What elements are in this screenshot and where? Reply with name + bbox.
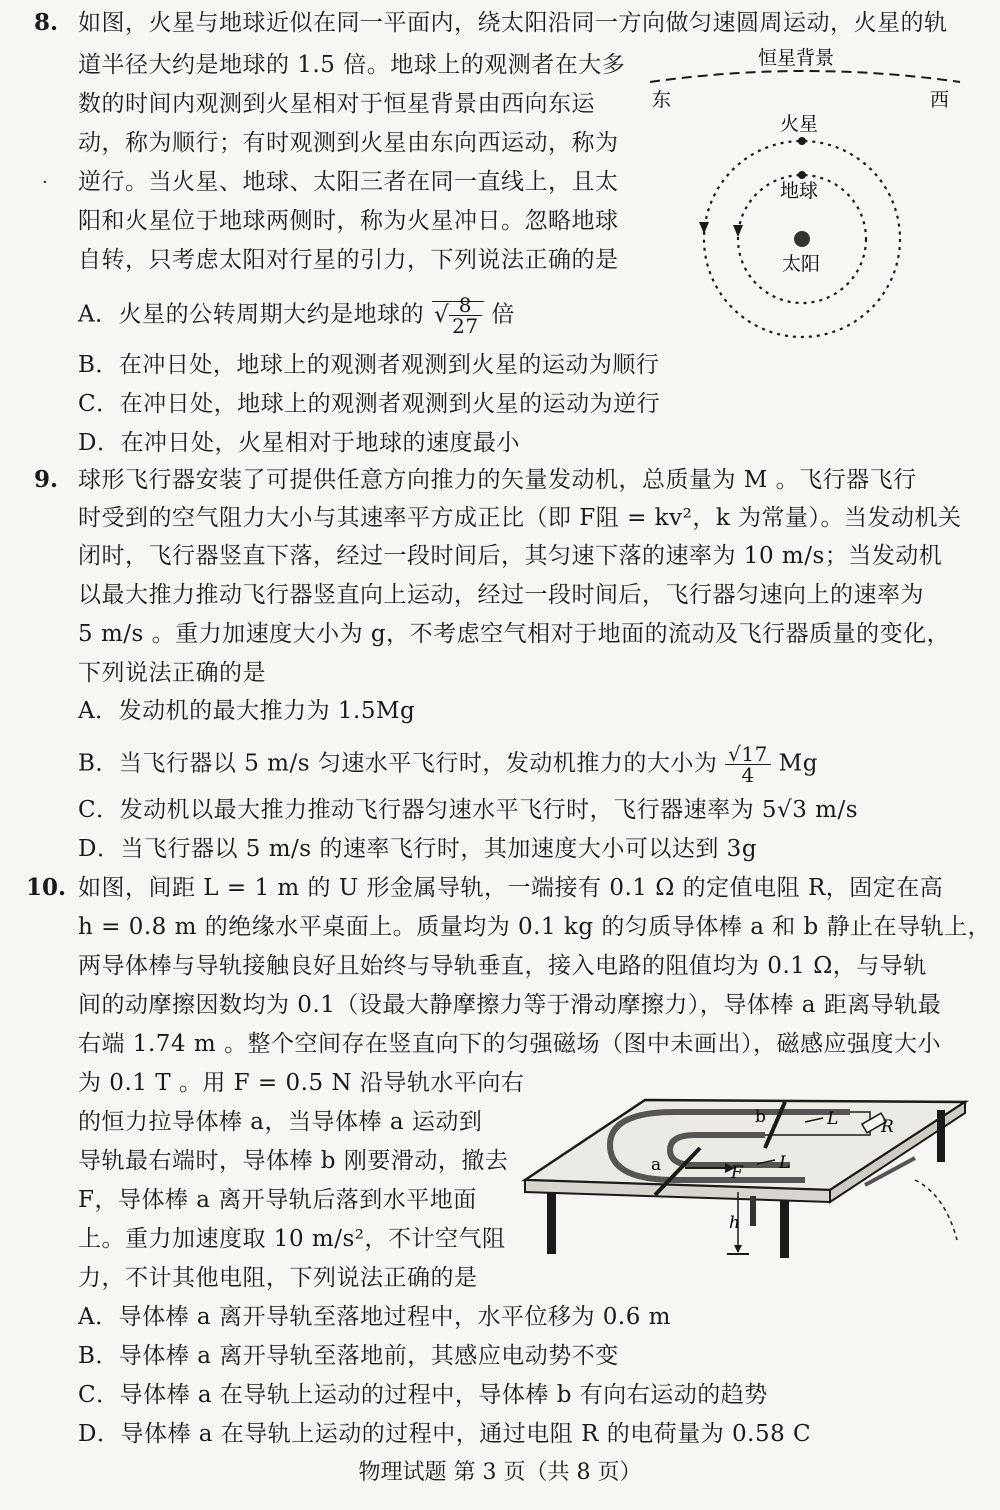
stray-dot: · (42, 172, 48, 193)
table-leg (937, 1110, 945, 1162)
fig8-mars-label: 火星 (780, 113, 819, 135)
fig10-F-label: F (731, 1163, 743, 1183)
fig8-east-label: 东 (652, 89, 672, 111)
q10-option-d: D．导体棒 a 在导轨上运动的过程中，通过电阻 R 的电荷量为 0.58 C (78, 1421, 812, 1447)
q8-line-2: 道半径大约是地球的 1.5 倍。地球上的观测者在大多 (78, 52, 626, 78)
q10-line-8: 导轨最右端时，导体棒 b 刚要滑动，撤去 (78, 1148, 509, 1174)
page-footer: 物理试题 第 3 页（共 8 页） (358, 1460, 642, 1485)
q8-number: 8. (34, 9, 59, 36)
q10-line-7: 的恒力拉导体棒 a，当导体棒 a 运动到 (78, 1109, 483, 1135)
q10-option-b: B．导体棒 a 离开导轨至落地前，其感应电动势不变 (78, 1343, 619, 1369)
q8-line-6: 阳和火星位于地球两侧时，称为火星冲日。忽略地球 (78, 208, 619, 234)
fig10-h-label: h (729, 1213, 740, 1233)
q8-option-a-sqrt: √ $\frac{8}{27}$ (432, 301, 484, 328)
q8-line-5: 逆行。当火星、地球、太阳三者在同一直线上，且太 (78, 169, 619, 195)
q8-option-b: B．在冲日处，地球上的观测者观测到火星的运动为顺行 (78, 352, 660, 378)
q8-line-7: 自转，只考虑太阳对行星的引力，下列说法正确的是 (78, 247, 619, 273)
q8-option-d: D．在冲日处，火星相对于地球的速度最小 (78, 430, 520, 456)
fig8-west-label: 西 (930, 89, 950, 111)
q8-line-4: 动，称为顺行；有时观测到火星由东向西运动，称为 (78, 130, 619, 156)
table-leg (547, 1192, 556, 1254)
q9-option-d: D．当飞行器以 5 m/s 的速率飞行时，其加速度大小可以达到 3g (78, 836, 758, 862)
q10-line-2: h = 0.8 m 的绝缘水平桌面上。质量均为 0.1 kg 的匀质导体棒 a 和 b 静止在导轨上， (78, 914, 992, 940)
q9-option-b (78, 744, 818, 785)
q9-line-1: 球形飞行器安装了可提供任意方向推力的矢量发动机，总质量为 M 。飞行器飞行 (78, 467, 917, 493)
fig10-R-label: R (881, 1117, 894, 1137)
fig10-L2-label: L (779, 1153, 791, 1173)
trajectory (915, 1180, 957, 1240)
q10-option-c: C．导体棒 a 在导轨上运动的过程中，导体棒 b 有向右运动的趋势 (78, 1382, 768, 1408)
fig8-background-label: 恒星背景 (758, 47, 835, 69)
q9-line-5: 5 m/s 。重力加速度大小为 g，不考虑空气相对于地面的流动及飞行器质量的变化， (78, 621, 951, 647)
q8-option-a-post: 倍 (491, 301, 515, 328)
earth-marker (798, 171, 806, 179)
table-leg (750, 1196, 756, 1226)
q9-option-b-post: Mg (778, 750, 818, 777)
q10-line-10: 上。重力加速度取 10 m/s²，不计空气阻 (78, 1226, 506, 1252)
height-arrowhead (734, 1245, 742, 1253)
mars-marker (798, 137, 806, 145)
q9-option-a: A．发动机的最大推力为 1.5Mg (78, 698, 416, 724)
q10-line-5: 右端 1.74 m 。整个空间存在竖直向下的匀强磁场（图中未画出），磁感应强度大小 (78, 1031, 941, 1057)
q10-line-11: 力，不计其他电阻，下列说法正确的是 (78, 1265, 478, 1291)
q9-option-b-text: B．当飞行器以 5 m/s 匀速水平飞行时，发动机推力的大小为 (78, 750, 718, 777)
q10-number: 10. (26, 874, 67, 901)
sun-marker (794, 231, 810, 247)
q8-line-1: 如图，火星与地球近似在同一平面内，绕太阳沿同一方向做匀速圆周运动，火星的轨 (78, 10, 948, 36)
q10-line-9: F，导体棒 a 离开导轨后落到水平地面 (78, 1187, 477, 1213)
mars-direction-arrow (699, 222, 709, 234)
table-leg (780, 1200, 789, 1258)
q8-line-3: 数的时间内观测到火星相对于恒星背景由西向东运 (78, 91, 595, 117)
q10-line-6: 为 0.1 T 。用 F = 0.5 N 沿导轨水平向右 (78, 1070, 525, 1096)
fig10-L1-label: L (827, 1109, 839, 1129)
earth-direction-arrow (733, 225, 743, 237)
q9-option-b-num: √17 (725, 744, 771, 765)
q10-rail-figure (505, 1080, 975, 1280)
fig8-sun-label: 太阳 (782, 253, 821, 275)
q9-line-4: 以最大推力推动飞行器竖直向上运动，经过一段时间后，飞行器匀速向上的速率为 (78, 582, 924, 608)
q9-line-6: 下列说法正确的是 (78, 660, 266, 686)
q8-orbit-figure (640, 42, 970, 362)
q9-line-3: 闭时，飞行器竖直下落，经过一段时间后，其匀速下落的速率为 10 m/s；当发动机 (78, 543, 943, 569)
q10-option-a: A．导体棒 a 离开导轨至落地过程中，水平位移为 0.6 m (78, 1304, 671, 1330)
q8-option-a-text: A．火星的公转周期大约是地球的 (78, 301, 425, 328)
q10-line-3: 两导体棒与导轨接触良好且始终与导轨垂直，接入电路的阻值均为 0.1 Ω，与导轨 (78, 953, 927, 979)
q10-line-1: 如图，间距 L = 1 m 的 U 形金属导轨，一端接有 0.1 Ω 的定值电阻 R，固定在高 (78, 875, 944, 901)
q9-option-c: C．发动机以最大推力推动飞行器匀速水平飞行时，飞行器速率为 5√3 m/s (78, 797, 859, 823)
q9-number: 9. (34, 466, 59, 493)
q8-option-a-den: 27 (452, 314, 479, 338)
q8-option-a-num: 8 (449, 295, 481, 316)
q10-line-4: 间的动摩擦因数均为 0.1（设最大静摩擦力等于滑动摩擦力），导体棒 a 距离导轨最 (78, 992, 942, 1018)
q9-option-b-den: 4 (741, 763, 755, 787)
fig10-a-label: a (651, 1155, 662, 1175)
q8-option-c: C．在冲日处，地球上的观测者观测到火星的运动为逆行 (78, 391, 661, 417)
q8-option-a (78, 295, 515, 336)
q9-line-2: 时受到的空气阻力大小与其速率平方成正比（即 F阻 = kv²，k 为常量）。当发动机关 (78, 505, 962, 531)
fig8-earth-label: 地球 (780, 180, 819, 202)
fig10-b-label: b (755, 1107, 766, 1127)
